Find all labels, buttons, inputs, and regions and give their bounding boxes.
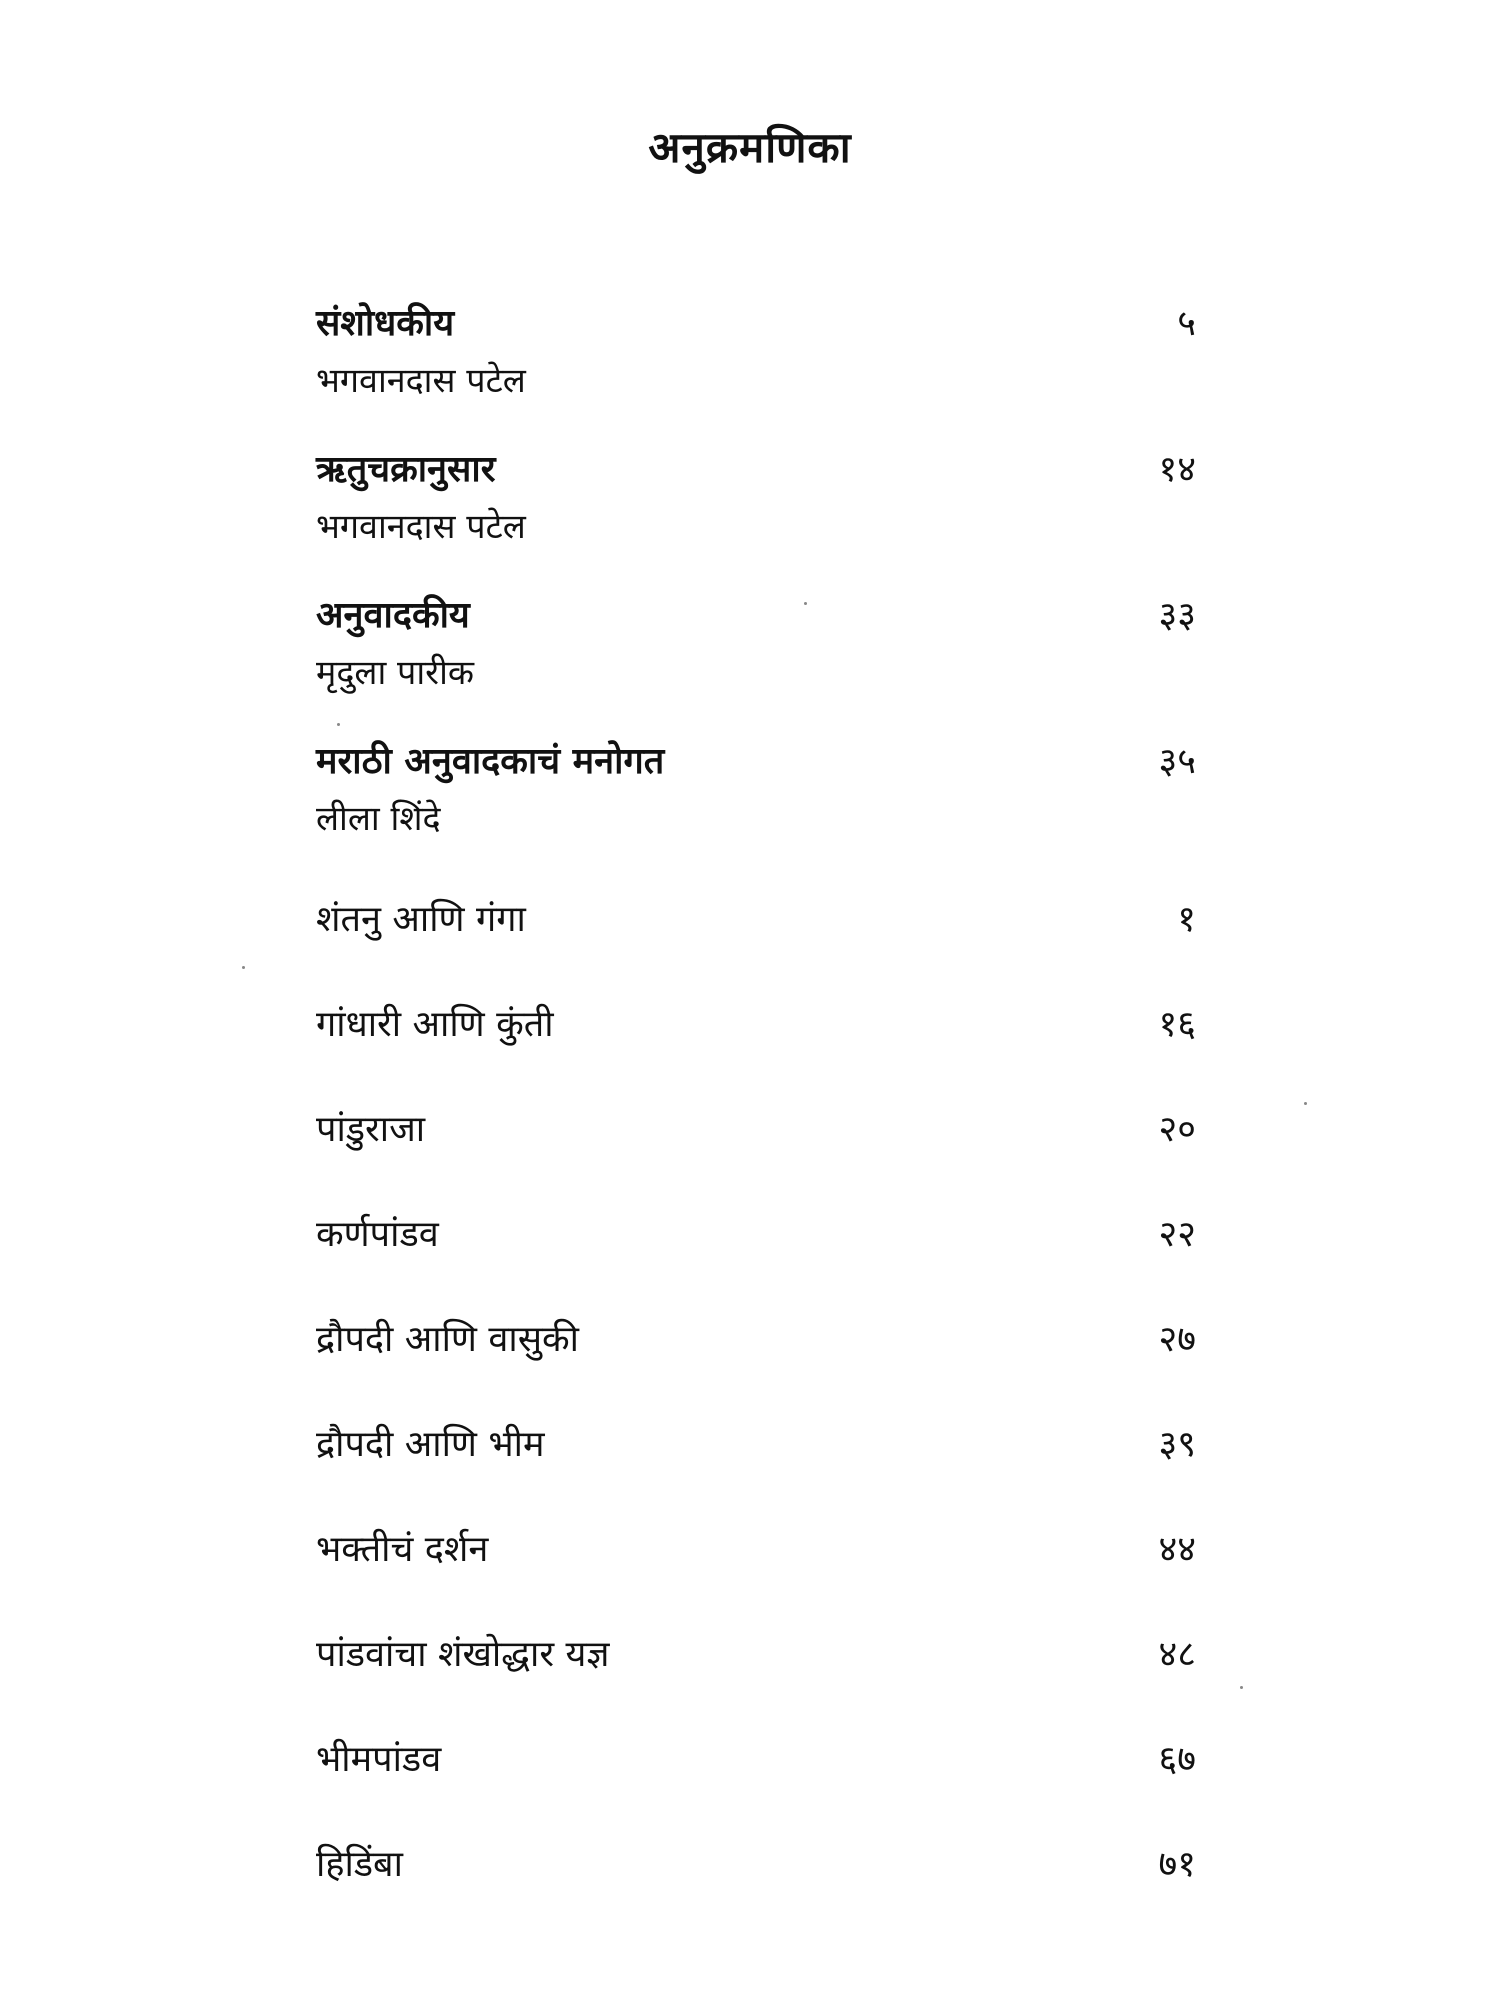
toc-entry (316, 740, 1196, 839)
toc-entry-title: द्रौपदी आणि वासुकी (316, 1319, 580, 1360)
toc-entry-title: हिडिंबा (316, 1844, 403, 1885)
toc-entry (316, 1633, 1196, 1703)
toc-entry-page-number: ७१ (1158, 1844, 1196, 1885)
toc-entry-page-number: ३३ (1158, 595, 1196, 636)
toc-entry-title: मराठी अनुवादकाचं मनोगत (316, 741, 665, 782)
toc-entry (316, 1213, 1196, 1283)
toc-entry (316, 594, 1196, 693)
toc-entry-title: पांडवांचा शंखोद्धार यज्ञ (316, 1634, 610, 1675)
toc-entry-page-number: २० (1158, 1109, 1196, 1150)
toc-entry (316, 448, 1196, 547)
toc-entry (316, 302, 1196, 401)
page-title: अनुक्रमणिका (648, 123, 852, 172)
scan-speck (1304, 1102, 1307, 1105)
toc-entry (316, 1318, 1196, 1388)
scan-speck (804, 602, 807, 605)
scan-speck (337, 723, 340, 726)
toc-entry-title: पांडुराजा (316, 1109, 426, 1150)
toc-entry-author: भगवानदास पटेल (316, 361, 526, 401)
toc-entry-page-number: ५ (1177, 303, 1196, 344)
toc-entry (316, 1003, 1196, 1073)
toc-entry-page-number: ३९ (1158, 1424, 1196, 1465)
toc-entry (316, 1843, 1196, 1913)
toc-entry-page-number: ३५ (1158, 741, 1196, 782)
toc-entry-author: भगवानदास पटेल (316, 507, 526, 547)
toc-entry-page-number: २२ (1158, 1214, 1196, 1255)
toc-entry-page-number: १६ (1158, 1004, 1196, 1045)
toc-entry (316, 1738, 1196, 1808)
toc-entry-page-number: २७ (1158, 1319, 1196, 1360)
toc-entry-author: मृदुला पारीक (316, 653, 474, 693)
toc-entry-page-number: ४४ (1158, 1529, 1196, 1570)
toc-entry-title: अनुवादकीय (316, 595, 470, 636)
toc-entry (316, 1108, 1196, 1178)
toc-entry-page-number: ६७ (1158, 1739, 1196, 1780)
toc-entry-title: कर्णपांडव (316, 1214, 439, 1255)
toc-entry-author: लीला शिंदे (316, 799, 441, 839)
toc-entry-title: संशोधकीय (316, 303, 455, 344)
toc-entry-title: गांधारी आणि कुंती (316, 1004, 554, 1045)
toc-entry-title: शंतनु आणि गंगा (316, 899, 526, 940)
toc-entry-page-number: १४ (1158, 449, 1196, 490)
scan-speck (242, 966, 245, 969)
toc-entry-title: भीमपांडव (316, 1739, 442, 1780)
toc-entry (316, 1423, 1196, 1493)
toc-entry (316, 1528, 1196, 1598)
toc-entry-title: ऋतुचक्रानुसार (316, 449, 496, 490)
toc-entry-page-number: १ (1177, 899, 1196, 940)
scan-speck (1240, 1686, 1243, 1689)
toc-entry-title: द्रौपदी आणि भीम (316, 1424, 545, 1465)
toc-entry-title: भक्तीचं दर्शन (316, 1529, 489, 1570)
toc-entry (316, 898, 1196, 968)
toc-entry-page-number: ४८ (1158, 1634, 1196, 1675)
